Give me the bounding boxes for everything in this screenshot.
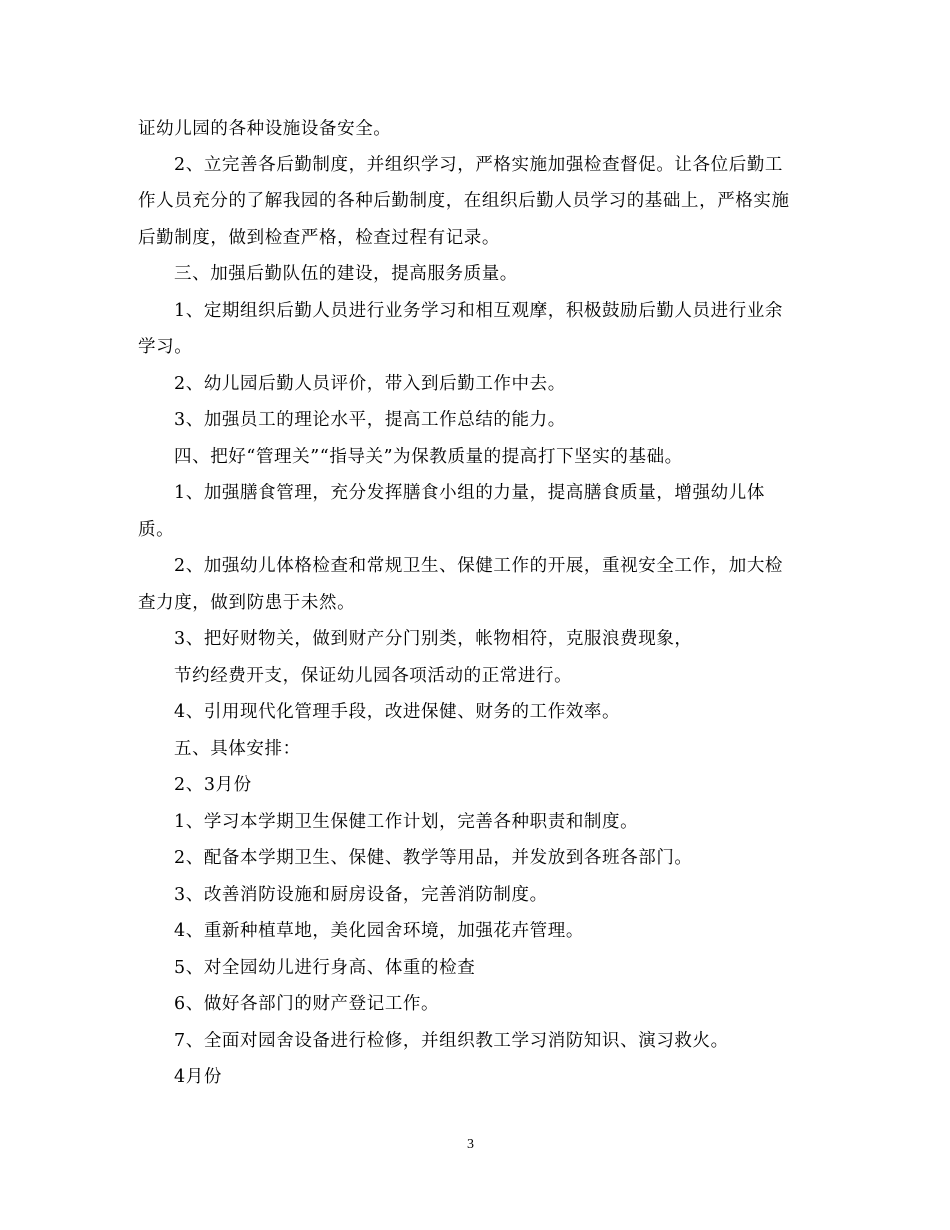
text-line: 学习。	[138, 337, 193, 357]
text-line: 4、引用现代化管理手段，改进保健、财务的工作效率。	[174, 702, 621, 722]
text-line: 2、立完善各后勤制度，并组织学习，严格实施加强检查督促。让各位后勤工	[174, 155, 784, 175]
text-line: 节约经费开支，保证幼儿园各项活动的正常进行。	[174, 666, 573, 686]
text-line: 2、加强幼儿体格检查和常规卫生、保健工作的开展，重视安全工作，加大检	[174, 556, 784, 576]
text-line: 作人员充分的了解我园的各种后勤制度，在组织后勤人员学习的基础上，严格实施	[138, 191, 790, 211]
text-line: 4、重新种植草地，美化园舍环境，加强花卉管理。	[174, 921, 584, 941]
text-line: 查力度，做到防患于未然。	[138, 593, 356, 613]
text-line: 2、3月份	[174, 775, 252, 795]
text-line: 6、做好各部门的财产登记工作。	[174, 994, 440, 1014]
text-line: 1、学习本学期卫生保健工作计划，完善各种职责和制度。	[174, 812, 639, 832]
text-line: 五、具体安排：	[174, 739, 301, 759]
text-line: 2、幼儿园后勤人员评价，带入到后勤工作中去。	[174, 374, 566, 394]
page-number: 3	[467, 1137, 474, 1152]
text-line: 4月份	[174, 1067, 222, 1087]
text-line: 四、把好“管理关”“指导关”为保教质量的提高打下坚实的基础。	[174, 447, 683, 467]
text-line: 1、定期组织后勤人员进行业务学习和相互观摩，积极鼓励后勤人员进行业余	[174, 301, 784, 321]
text-line: 1、加强膳食管理，充分发挥膳食小组的力量，提高膳食质量，增强幼儿体	[174, 483, 765, 503]
text-line: 2、配备本学期卫生、保健、教学等用品，并发放到各班各部门。	[174, 848, 693, 868]
text-line: 3、加强员工的理论水平，提高工作总结的能力。	[174, 410, 566, 430]
text-line: 证幼儿园的各种设施设备安全。	[138, 119, 392, 139]
text-line: 后勤制度，做到检查严格，检查过程有记录。	[138, 228, 500, 248]
text-line: 5、对全园幼儿进行身高、体重的检查	[174, 958, 476, 978]
text-line: 质。	[138, 520, 175, 540]
text-line: 三、加强后勤队伍的建设，提高服务质量。	[174, 264, 518, 284]
text-line: 3、改善消防设施和厨房设备，完善消防制度。	[174, 885, 548, 905]
text-line: 7、全面对园舍设备进行检修，并组织教工学习消防知识、演习救火。	[174, 1031, 729, 1051]
text-line: 3、把好财物关，做到财产分门别类，帐物相符，克服浪费现象，	[174, 629, 693, 649]
